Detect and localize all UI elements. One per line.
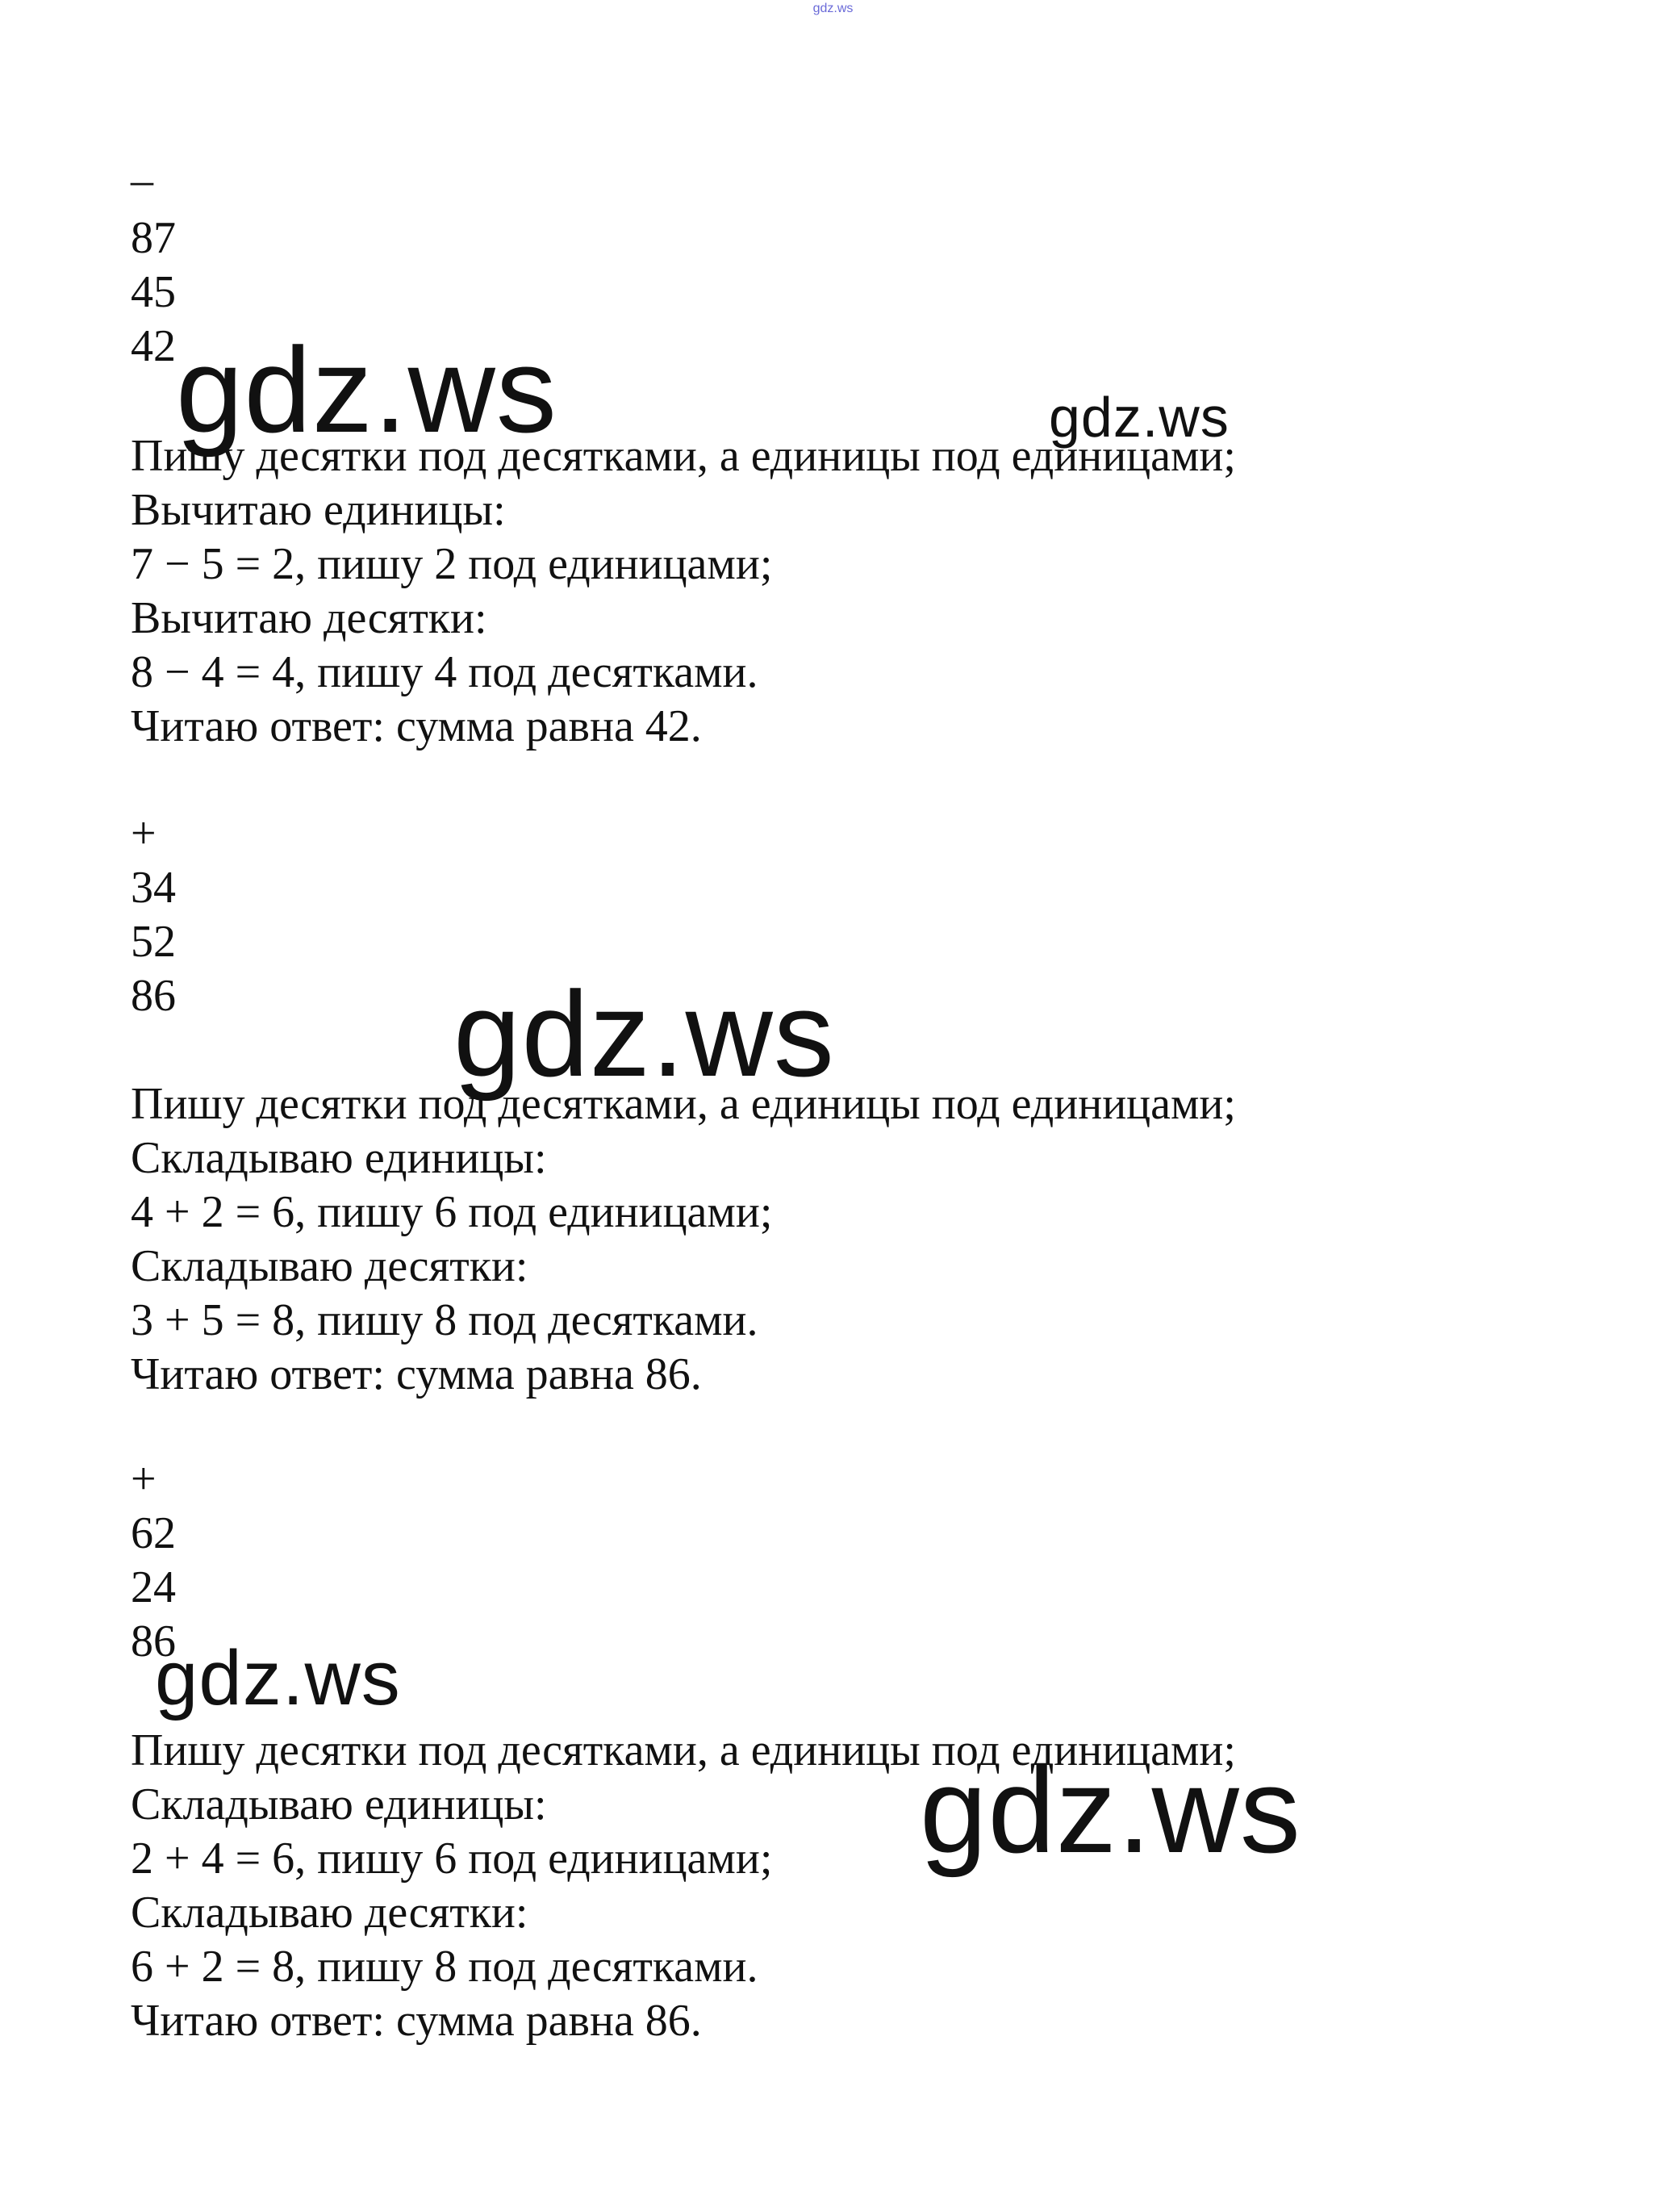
watermark-logo: gdz.ws [176,322,557,458]
block-3-operator: + [131,1454,157,1504]
block-1-step-5: 8 − 4 = 4, пишу 4 под десятками. [131,647,758,697]
block-3-operand-2: 24 [131,1562,176,1612]
block-2-operand-1: 34 [131,863,176,913]
block-3-step-5: 6 + 2 = 8, пишу 8 под десятками. [131,1942,758,1992]
block-2-step-2: Складываю единицы: [131,1133,547,1183]
block-2-operator: + [131,809,157,859]
watermark-logo: gdz.ws [1049,386,1230,449]
block-2-step-3: 4 + 2 = 6, пишу 6 под единицами; [131,1187,773,1237]
block-1-step-1: Пишу десятки под десятками, а единицы под единицами; [131,431,1236,481]
block-2-step-1: Пишу десятки под десятками, а единицы под единицами; [131,1079,1236,1129]
block-3-step-1: Пишу десятки под десятками, а единицы под единицами; [131,1725,1236,1775]
block-1-operand-2: 45 [131,267,176,317]
block-1-step-2: Вычитаю единицы: [131,485,506,535]
block-3-step-4: Складываю десятки: [131,1888,528,1938]
block-1-operator: – [131,155,153,205]
watermark-logo: gdz.ws [920,1742,1301,1878]
block-1-result: 42 [131,321,176,371]
block-1-operand-1: 87 [131,213,176,263]
block-3-operand-1: 62 [131,1508,176,1558]
block-1-step-6: Читаю ответ: сумма равна 42. [131,701,702,751]
block-2-result: 86 [131,971,176,1021]
watermark-logo: gdz.ws [155,1635,401,1721]
block-3-step-6: Читаю ответ: сумма равна 86. [131,1996,702,2046]
site-mark: gdz.ws [812,2,854,15]
block-2-step-4: Складываю десятки: [131,1241,528,1291]
block-3-step-3: 2 + 4 = 6, пишу 6 под единицами; [131,1834,773,1884]
block-2-step-5: 3 + 5 = 8, пишу 8 под десятками. [131,1295,758,1345]
block-1-step-4: Вычитаю десятки: [131,593,487,643]
block-2-step-6: Читаю ответ: сумма равна 86. [131,1349,702,1399]
block-3-result: 86 [131,1616,176,1666]
block-1-step-3: 7 − 5 = 2, пишу 2 под единицами; [131,539,773,589]
block-3-step-2: Складываю единицы: [131,1779,547,1829]
watermark-logo: gdz.ws [453,966,835,1102]
block-2-operand-2: 52 [131,917,176,967]
